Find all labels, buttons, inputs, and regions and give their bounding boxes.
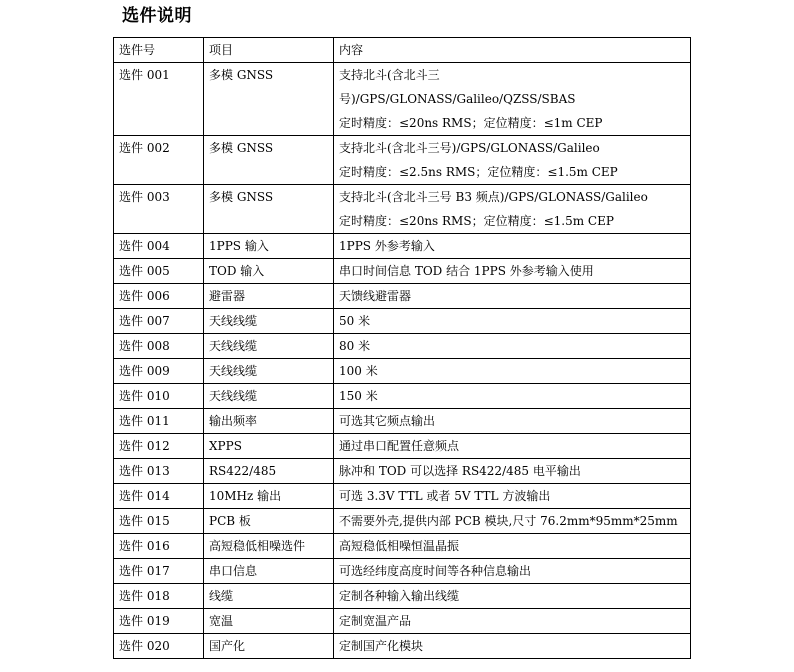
content-cell <box>334 359 691 384</box>
table-row <box>114 434 691 459</box>
content-line: 1PPS 外参考输入 <box>339 239 435 253</box>
option-id-cell: 选件 001 <box>114 63 204 136</box>
content-line: 天馈线避雷器 <box>339 289 412 303</box>
content-line: 通过串口配置任意频点 <box>339 439 460 453</box>
content-line: 不需要外壳,提供内部 PCB 模块,尺寸 76.2mm*95mm*25mm <box>339 514 678 528</box>
table-row <box>114 136 691 185</box>
item-cell: RS422/485 <box>204 459 334 484</box>
content-line: 定制各种输入输出线缆 <box>339 589 460 603</box>
option-id-cell: 选件 019 <box>114 609 204 634</box>
item-cell: 天线线缆 <box>204 359 334 384</box>
item-cell: PCB 板 <box>204 509 334 534</box>
content-line: 定制宽温产品 <box>339 614 412 628</box>
table-row <box>114 509 691 534</box>
option-id-cell: 选件 017 <box>114 559 204 584</box>
table-row <box>114 259 691 284</box>
item-cell: 天线线缆 <box>204 334 334 359</box>
content-cell <box>334 185 691 234</box>
option-id-cell: 选件 012 <box>114 434 204 459</box>
item-cell: 高短稳低相噪选件 <box>204 534 334 559</box>
content-cell <box>334 534 691 559</box>
option-id-cell: 选件 011 <box>114 409 204 434</box>
content-cell <box>334 136 691 185</box>
item-cell: TOD 输入 <box>204 259 334 284</box>
header-item: 项目 <box>204 38 334 63</box>
option-id-cell: 选件 004 <box>114 234 204 259</box>
content-line: 100 米 <box>339 364 378 378</box>
option-id-cell: 选件 008 <box>114 334 204 359</box>
content-cell <box>334 559 691 584</box>
content-line: 可选 3.3V TTL 或者 5V TTL 方波输出 <box>339 489 551 503</box>
content-line: 号)/GPS/GLONASS/Galileo/QZSS/SBAS <box>339 92 576 106</box>
content-cell <box>334 509 691 534</box>
content-line: 80 米 <box>339 339 371 353</box>
content-line: 可选经纬度高度时间等各种信息输出 <box>339 564 532 578</box>
item-cell: 1PPS 输入 <box>204 234 334 259</box>
item-cell: 国产化 <box>204 634 334 659</box>
option-id-cell: 选件 020 <box>114 634 204 659</box>
option-id-cell: 选件 010 <box>114 384 204 409</box>
content-line: 支持北斗(含北斗三号)/GPS/GLONASS/Galileo <box>339 141 600 155</box>
content-cell <box>334 634 691 659</box>
table-row <box>114 359 691 384</box>
option-id-cell: 选件 013 <box>114 459 204 484</box>
item-cell: 串口信息 <box>204 559 334 584</box>
content-cell <box>334 609 691 634</box>
content-line: 定制国产化模块 <box>339 639 424 653</box>
table-row <box>114 559 691 584</box>
item-cell: 宽温 <box>204 609 334 634</box>
content-cell <box>334 484 691 509</box>
option-id-cell: 选件 014 <box>114 484 204 509</box>
content-cell <box>334 234 691 259</box>
item-cell: 避雷器 <box>204 284 334 309</box>
content-cell <box>334 259 691 284</box>
item-cell: 多模 GNSS <box>204 185 334 234</box>
option-id-cell: 选件 015 <box>114 509 204 534</box>
table-row <box>114 584 691 609</box>
content-cell <box>334 284 691 309</box>
table-row <box>114 534 691 559</box>
item-cell: 多模 GNSS <box>204 136 334 185</box>
content-line: 50 米 <box>339 314 371 328</box>
content-cell <box>334 309 691 334</box>
option-id-cell: 选件 009 <box>114 359 204 384</box>
table-row <box>114 284 691 309</box>
option-id-cell: 选件 005 <box>114 259 204 284</box>
option-id-cell: 选件 002 <box>114 136 204 185</box>
item-cell: 天线线缆 <box>204 309 334 334</box>
item-cell: XPPS <box>204 434 334 459</box>
content-cell <box>334 434 691 459</box>
item-cell: 输出频率 <box>204 409 334 434</box>
content-line: 支持北斗(含北斗三 <box>339 68 440 82</box>
item-cell: 10MHz 输出 <box>204 484 334 509</box>
options-table <box>113 37 691 659</box>
option-id-cell: 选件 018 <box>114 584 204 609</box>
options-table-body <box>114 38 691 659</box>
table-header-row <box>114 38 691 63</box>
table-row <box>114 484 691 509</box>
option-id-cell: 选件 007 <box>114 309 204 334</box>
option-id-cell: 选件 016 <box>114 534 204 559</box>
option-id-cell: 选件 003 <box>114 185 204 234</box>
content-line: 可选其它频点输出 <box>339 414 436 428</box>
content-line: 定时精度：≤2.5ns RMS；定位精度：≤1.5m CEP <box>339 165 618 179</box>
content-cell <box>334 334 691 359</box>
content-line: 脉冲和 TOD 可以选择 RS422/485 电平输出 <box>339 464 581 478</box>
content-cell <box>334 63 691 136</box>
item-cell: 多模 GNSS <box>204 63 334 136</box>
table-row <box>114 63 691 136</box>
content-cell <box>334 584 691 609</box>
content-line: 支持北斗(含北斗三号 B3 频点)/GPS/GLONASS/Galileo <box>339 190 648 204</box>
table-row <box>114 185 691 234</box>
content-cell <box>334 459 691 484</box>
content-cell <box>334 384 691 409</box>
table-row <box>114 609 691 634</box>
table-row <box>114 309 691 334</box>
table-row <box>114 409 691 434</box>
table-row <box>114 334 691 359</box>
table-row <box>114 384 691 409</box>
content-line: 定时精度：≤20ns RMS；定位精度：≤1.5m CEP <box>339 214 614 228</box>
header-option-id: 选件号 <box>114 38 204 63</box>
header-content: 内容 <box>334 38 691 63</box>
content-cell <box>334 409 691 434</box>
table-row <box>114 459 691 484</box>
content-line: 串口时间信息 TOD 结合 1PPS 外参考输入使用 <box>339 264 594 278</box>
content-line: 高短稳低相噪恒温晶振 <box>339 539 460 553</box>
item-cell: 天线线缆 <box>204 384 334 409</box>
table-row <box>114 234 691 259</box>
item-cell: 线缆 <box>204 584 334 609</box>
content-line: 150 米 <box>339 389 378 403</box>
table-row <box>114 634 691 659</box>
content-line: 定时精度：≤20ns RMS；定位精度：≤1m CEP <box>339 116 603 130</box>
option-id-cell: 选件 006 <box>114 284 204 309</box>
page-title: 选件说明 <box>122 6 192 26</box>
